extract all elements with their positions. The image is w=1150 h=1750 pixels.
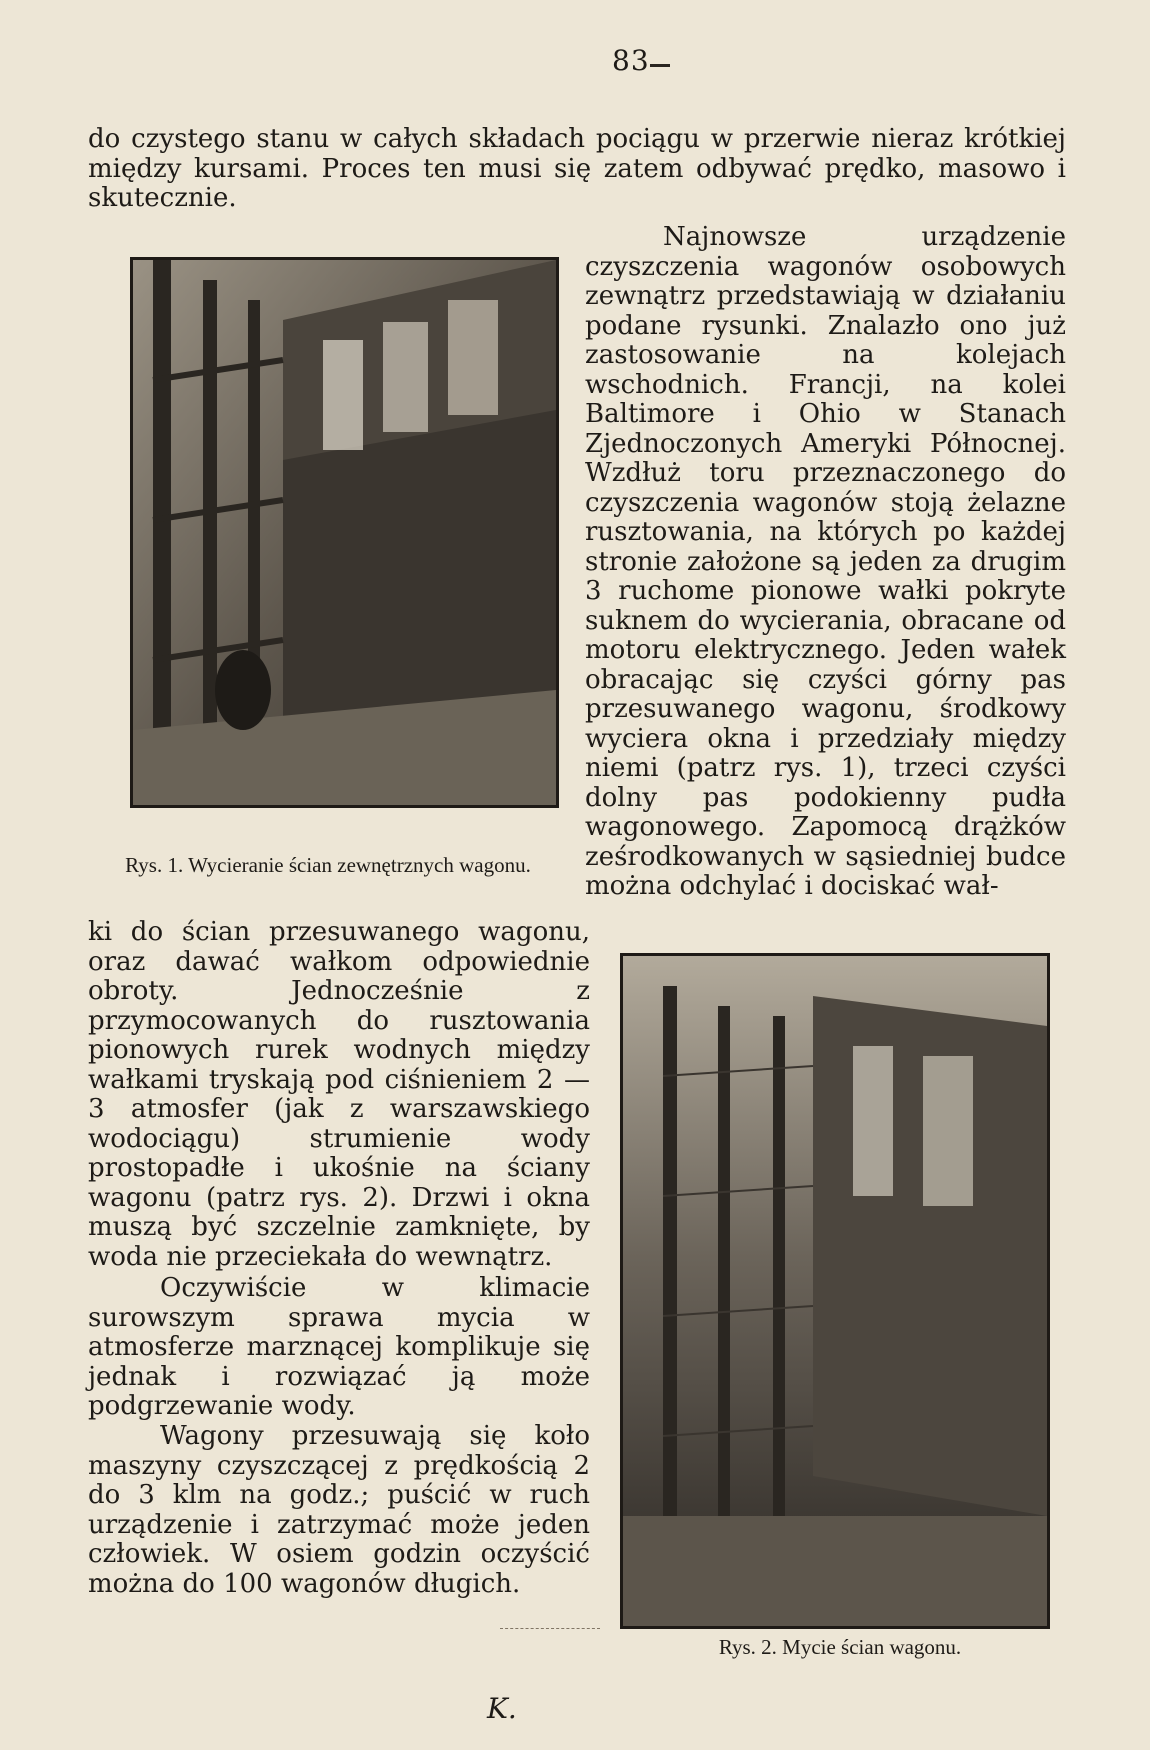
end-rule xyxy=(500,1628,600,1630)
figure-1-caption: Rys. 1. Wycieranie ścian zewnętrznych wagonu. xyxy=(125,853,531,877)
figure-1-illustration xyxy=(133,260,556,805)
paragraph-intro: do czystego stanu w całych składach pociągu w przerwie nieraz krótkiej między kursami. Proces ten musi się zatem odbywać prędko, masowo i skutecznie. xyxy=(88,124,1066,213)
paragraph-left-1: ki do ścian przesuwanego wagonu, oraz dawać wałkom odpowiednie obroty. Jednocześnie z przymocowanych do rusztowania pionowych rurek wodnych między wałkami tryskają pod ciśnieniem 2 — 3 atmosfer (jak z warszawskiego wodociągu) strumienie wody prostopadłe i ukośnie na ściany wagonu (patrz rys. 2). Drzwi i okna muszą być szczelnie zamknięte, by woda nie przeciekała do wewnątrz. xyxy=(88,917,590,1272)
paragraph-left-2: Oczywiście w klimacie surowszym sprawa mycia w atmosferze marznącej komplikuje się jednak i rozwiązać ją może podgrzewanie wody. xyxy=(88,1273,590,1421)
paragraph-left-3: Wagony przesuwają się koło maszyny czyszczącej z prędkością 2 do 3 klm na godz.; puścić w ruch urządzenie i zatrzymać może jeden człowiek. W osiem godzin oczyścić można do 100 wagonów długich. xyxy=(88,1421,590,1599)
page-number-dash xyxy=(650,64,670,67)
page-number: 83 xyxy=(612,44,650,77)
figure-2-caption: Rys. 2. Mycie ścian wagonu. xyxy=(718,1635,962,1659)
figure-2-illustration xyxy=(623,956,1047,1626)
author-signature: K. xyxy=(487,1692,517,1725)
figure-1-photo xyxy=(130,257,559,808)
figure-2-photo xyxy=(620,953,1050,1629)
paragraph-right-column: Najnowsze urządzenie czyszczenia wagonów osobowych zewnątrz przedstawiają w działaniu podane rysunki. Znalazło ono już zastosowanie na kolejach wschodnich. Francji, na kolei Baltimore i Ohio w Stanach Zjednoczonych Ameryki Północnej. Wzdłuż toru przeznaczonego do czyszczenia wagonów stoją żelazne rusztowania, na których po każdej stronie założone są jeden za drugim 3 ruchome pionowe wałki pokryte suknem do wycierania, obracane od motoru elektrycznego. Jeden wałek obracając się czyści górny pas przesuwanego wagonu, środkowy wyciera okna i przedziały między niemi (patrz rys. 1), trzeci czyści dolny pas podokienny pudła wagonowego. Zapomocą drążków ześrodkowanych w sąsiedniej budce można odchylać i dociskać wał- xyxy=(585,222,1066,901)
